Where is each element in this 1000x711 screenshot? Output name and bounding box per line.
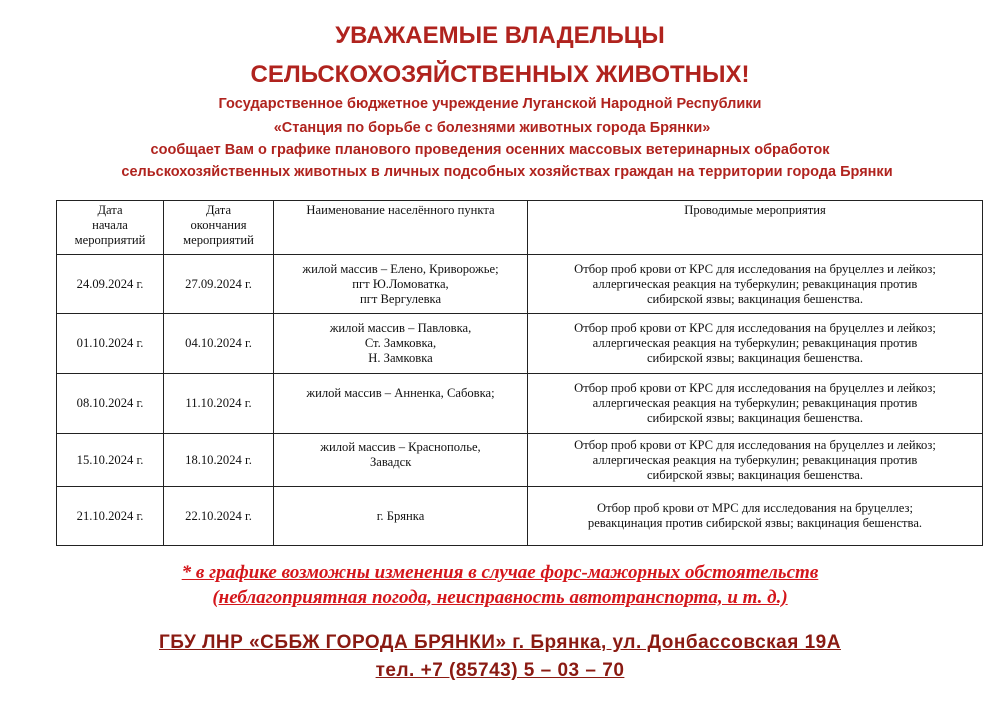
locality-line: жилой массив – Анненка, Сабовка; <box>306 386 495 400</box>
heading-line-1: УВАЖАЕМЫЕ ВЛАДЕЛЬЦЫ <box>335 22 665 49</box>
locality-cell <box>274 487 528 546</box>
end-date-cell: 11.10.2024 г. <box>164 374 274 434</box>
locality-line: пгт Ю.Ломоватка, <box>352 276 449 291</box>
activities-line: Отбор проб крови от КРС для исследования на бруцеллез и лейкоз; <box>574 321 936 335</box>
header-activities <box>528 201 983 255</box>
locality-cell <box>274 434 528 487</box>
activities-line: сибирской язвы; вакцинация бешенства. <box>646 411 864 425</box>
activities-line: сибирской язвы; вакцинация бешенства. <box>646 291 864 306</box>
activities-line: Отбор проб крови от КРС для исследования на бруцеллез и лейкоз; <box>574 381 936 395</box>
activities-line: сибирской язвы; вакцинация бешенства. <box>646 467 864 482</box>
locality-line: жилой массив – Павловка, <box>329 321 472 335</box>
start-date-cell: 01.10.2024 г. <box>57 314 164 374</box>
changes-note-line-1: * в графике возможны изменения в случае форс-мажорных обстоятельств <box>181 562 819 583</box>
locality-line: Завадск <box>370 455 412 469</box>
activities-cell <box>528 374 983 434</box>
start-date-cell: 21.10.2024 г. <box>57 487 164 546</box>
start-date-cell: 15.10.2024 г. <box>57 434 164 487</box>
locality-line: Ст. Замковка, <box>364 336 437 350</box>
end-date-cell: 22.10.2024 г. <box>164 487 274 546</box>
table-header-row <box>57 201 983 255</box>
end-date-cell: 18.10.2024 г. <box>164 434 274 487</box>
activities-line: аллергическая реакция на туберкулин; ревакцинация против <box>592 396 918 410</box>
start-date-cell: 24.09.2024 г. <box>57 255 164 314</box>
table-row <box>57 255 983 314</box>
activities-line: аллергическая реакция на туберкулин; ревакцинация против <box>592 452 918 467</box>
activities-line: Отбор проб крови от КРС для исследования на бруцеллез и лейкоз; <box>574 261 936 276</box>
header-line: окончания <box>190 218 247 232</box>
activities-cell <box>528 255 983 314</box>
header-line: мероприятий <box>183 233 254 247</box>
intro-line-3: сообщает Вам о графике планового проведения осенних массовых ветеринарных обработок <box>150 142 830 158</box>
header-end-date <box>164 201 274 255</box>
header-line: начала <box>92 218 128 232</box>
table-row <box>57 487 983 546</box>
locality-line: жилой массив – Елено, Криворожье; <box>302 261 499 276</box>
activities-line: аллергическая реакция на туберкулин; ревакцинация против <box>592 276 918 291</box>
activities-line: ревакцинация против сибирской язвы; вакцинация бешенства. <box>587 516 923 530</box>
locality-cell <box>274 374 528 434</box>
end-date-cell: 27.09.2024 г. <box>164 255 274 314</box>
activities-line: Отбор проб крови от МРС для исследования на бруцеллез; <box>596 501 914 515</box>
locality-line: пгт Вергулевка <box>359 291 442 306</box>
locality-line: жилой массив – Краснополье, <box>320 440 481 454</box>
activities-cell <box>528 314 983 374</box>
activities-cell <box>528 487 983 546</box>
locality-cell <box>274 255 528 314</box>
activities-line: Отбор проб крови от КРС для исследования на бруцеллез и лейкоз; <box>574 437 936 452</box>
activities-line: сибирской язвы; вакцинация бешенства. <box>646 351 864 365</box>
locality-line: г. Брянка <box>376 508 425 523</box>
intro-line-1: Государственное бюджетное учреждение Луганской Народной Республики <box>218 96 762 112</box>
header-line: мероприятий <box>74 233 146 247</box>
header-line: Проводимые мероприятия <box>684 203 826 217</box>
header-start-date <box>57 201 164 255</box>
intro-line-4: сельскохозяйственных животных в личных подсобных хозяйствах граждан на территории города Брянки <box>121 164 893 180</box>
header-line: Наименование населённого пункта <box>306 203 495 217</box>
heading-line-2: СЕЛЬСКОХОЗЯЙСТВЕННЫХ ЖИВОТНЫХ! <box>250 61 750 88</box>
contact-address: ГБУ ЛНР «СББЖ ГОРОДА БРЯНКИ» г. Брянка, ул. Донбассовская 19А <box>159 632 841 653</box>
locality-line: Н. Замковка <box>368 351 433 365</box>
header-locality <box>274 201 528 255</box>
table-row <box>57 434 983 487</box>
start-date-cell: 08.10.2024 г. <box>57 374 164 434</box>
table-row <box>57 314 983 374</box>
contact-phone: тел. +7 (85743) 5 – 03 – 70 <box>375 660 625 681</box>
locality-cell <box>274 314 528 374</box>
schedule-table <box>56 200 983 546</box>
header-line: Дата <box>205 203 232 217</box>
changes-note-line-2: (неблагоприятная погода, неисправность автотранспорта, и т. д.) <box>212 587 788 608</box>
end-date-cell: 04.10.2024 г. <box>164 314 274 374</box>
activities-cell <box>528 434 983 487</box>
header-line: Дата <box>97 203 123 217</box>
table-row <box>57 374 983 434</box>
activities-line: аллергическая реакция на туберкулин; ревакцинация против <box>592 336 918 350</box>
intro-line-2: «Станция по борьбе с болезнями животных города Брянки» <box>273 120 711 136</box>
